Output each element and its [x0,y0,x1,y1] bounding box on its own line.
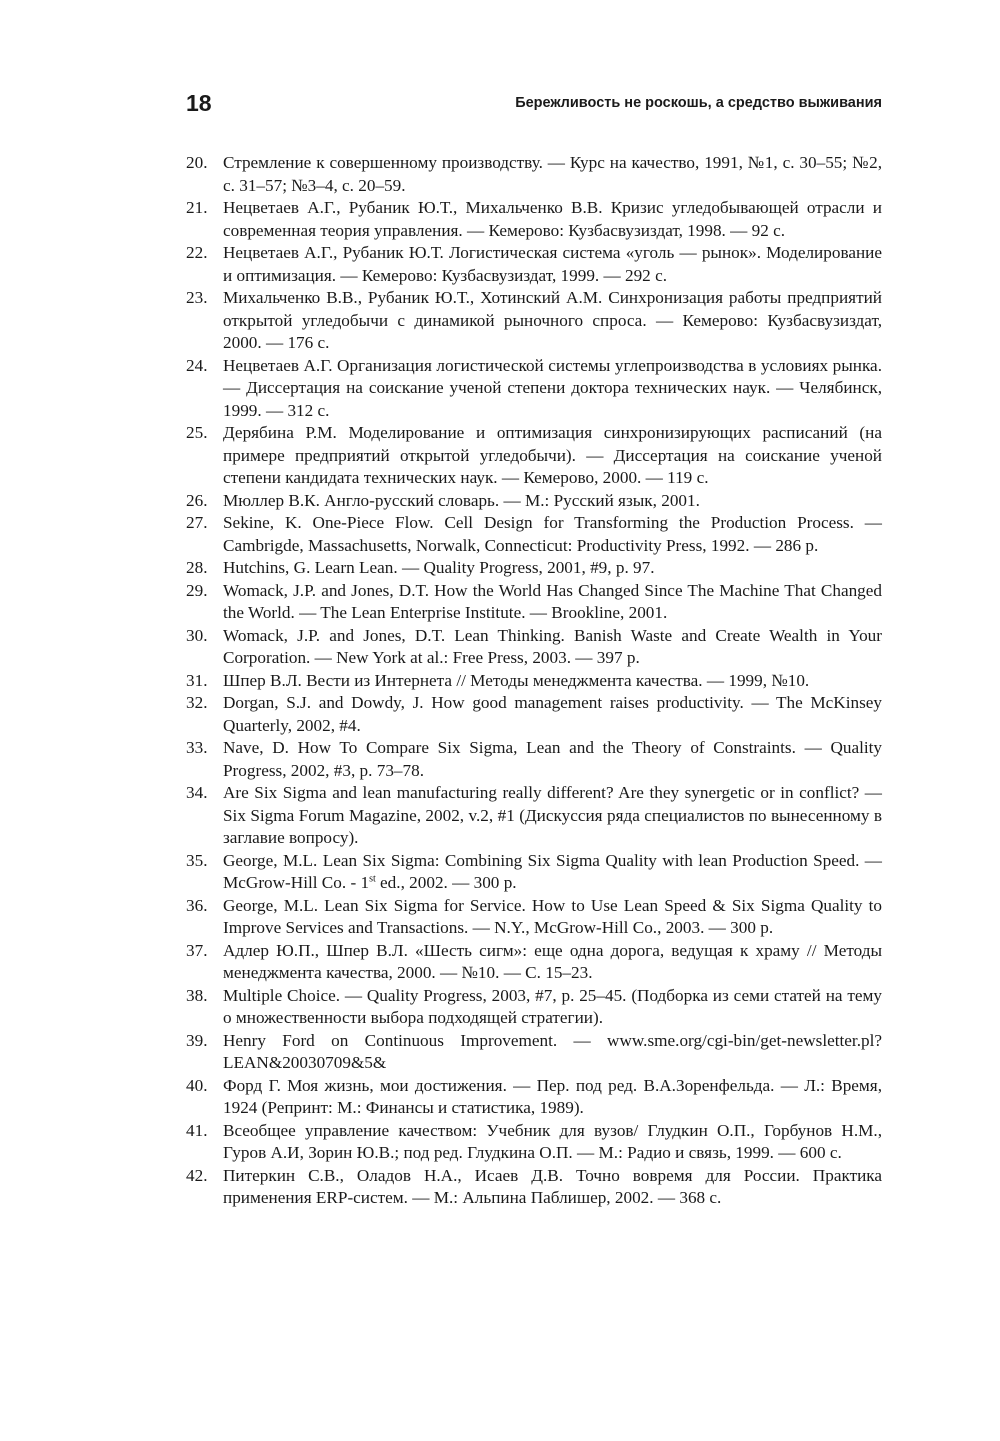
reference-text: Hutchins, G. Learn Lean. — Quality Progress, 2001, #9, p. 97. [223,558,655,577]
reference-number: 20. [186,153,208,172]
reference-text: Нецветаев А.Г., Рубаник Ю.Т. Логистическая система «уголь — рынок». Моделирование и оптимизация. — Кемерово: Кузбасвузиздат, 1999. — 292 с. [223,243,882,285]
reference-text: Womack, J.P. and Jones, D.T. How the World Has Changed Since The Machine That Changed the World. — The Lean Enterprise Institute. — Brookline, 2001. [223,580,882,622]
reference-text-part: ed., 2002. — 300 p. [375,873,517,892]
reference-number: 23. [186,288,208,307]
reference-item [186,692,882,737]
reference-number: 24. [186,355,208,375]
reference-text: Всеобщее управление качеством: Учебник для вузов/ Глудкин О.П., Горбунов Н.М., Гуров А.И, Зорин Ю.В.; под ред. Глудкина О.П. — М.: Радио и связь, 1999. — 600 с. [223,1120,882,1162]
reference-text: Multiple Choice. — Quality Progress, 2003, #7, p. 25–45. (Подборка из семи статей на тему о множественности выбора подходящей стратегии). [223,985,882,1027]
reference-text: Нецветаев А.Г. Организация логистической системы углепроизводства в условиях рынка. — Диссертация на соискание ученой степени доктора технических наук. — Челябинск, 1999. — 312 с. [223,355,882,420]
reference-item [186,287,882,355]
reference-number: 36. [186,895,208,915]
reference-item [186,782,882,850]
reference-number: 39. [186,1030,208,1050]
reference-item [186,197,882,242]
reference-item [186,850,882,895]
reference-number: 22. [186,243,208,262]
reference-item [186,985,882,1030]
reference-text: Dorgan, S.J. and Dowdy, J. How good management raises productivity. — The McKinsey Quarterly, 2002, #4. [223,693,882,735]
reference-number: 41. [186,1120,208,1140]
reference-item [186,940,882,985]
reference-number: 33. [186,738,208,757]
reference-text: Дерябина Р.М. Моделирование и оптимизация синхронизирующих расписаний (на примере предприятий открытой угледобычи). — Диссертация на соискание ученой степени кандидата технических наук. — Кемерово, 2000. — 119 с. [223,423,882,487]
reference-text: Михальченко В.В., Рубаник Ю.Т., Хотинский А.М. Синхронизация работы предприятий открытой угледобычи с динамикой рыночного спроса. — Кемерово: Кузбасвузиздат, 2000. — 176 с. [223,288,882,352]
reference-item [186,670,882,693]
reference-number: 27. [186,513,208,532]
reference-text: Henry Ford on Continuous Improvement. — www.sme.org/cgi-bin/get-newsletter.pl?LEAN&20030709&5& [223,1030,882,1072]
reference-item [186,242,882,287]
reference-item [186,490,882,513]
reference-item [186,512,882,557]
reference-text: Мюллер В.К. Англо-русский словарь. — М.: Русский язык, 2001. [223,490,700,510]
reference-text: Шпер В.Л. Вести из Интернета // Методы менеджмента качества. — 1999, №10. [223,670,810,690]
reference-text-part: George, M.L. Lean Six Sigma: Combining Six Sigma Quality with lean Production Speed. — McGrow-Hill Co. - 1 [223,850,882,892]
reference-item [186,422,882,490]
reference-number: 37. [186,940,208,960]
superscript-ordinal: st [369,873,376,885]
reference-item [186,152,882,197]
reference-number: 31. [186,670,208,690]
reference-item [186,1075,882,1120]
reference-item [186,737,882,782]
reference-text: Нецветаев А.Г., Рубаник Ю.Т., Михальченко В.В. Кризис угледобывающей отрасли и современная теория управления. — Кемерово: Кузбасвузиздат, 1998. — 92 с. [223,198,882,240]
reference-text: Sekine, K. One-Piece Flow. Cell Design for Transforming the Production Process. — Cambrigde, Massachusetts, Norwalk, Connecticut: Productivity Press, 1992. — 286 p. [223,513,882,555]
running-header: Бережливость не роскошь, а средство выживания [515,95,882,111]
reference-number: 34. [186,783,208,802]
reference-number: 25. [186,423,208,442]
reference-number: 42. [186,1165,208,1185]
reference-text: Womack, J.P. and Jones, D.T. Lean Thinking. Banish Waste and Create Wealth in Your Corporation. — New York at al.: Free Press, 2003. — 397 p. [223,625,882,667]
reference-number: 28. [186,558,208,577]
reference-text: Nave, D. How To Compare Six Sigma, Lean and the Theory of Constraints. — Quality Progress, 2002, #3, p. 73–78. [223,738,882,780]
reference-item [186,895,882,940]
reference-item [186,580,882,625]
reference-number: 35. [186,850,208,870]
reference-item [186,1165,882,1210]
reference-text: Питеркин С.В., Оладов Н.А., Исаев Д.В. Точно вовремя для России. Практика применения ERP-систем. — М.: Альпина Паблишер, 2002. — 368 с. [223,1165,882,1207]
reference-number: 30. [186,625,208,645]
reference-number: 38. [186,985,208,1005]
reference-list [186,152,882,1210]
reference-number: 29. [186,580,208,600]
page-number: 18 [186,90,212,116]
reference-item [186,1120,882,1165]
reference-item [186,625,882,670]
reference-item [186,557,882,580]
reference-text: Адлер Ю.П., Шпер В.Л. «Шесть сигм»: еще одна дорога, ведущая к храму // Методы менеджмента качества, 2000. — №10. — С. 15–23. [223,940,882,982]
reference-number: 21. [186,198,208,217]
reference-number: 40. [186,1075,208,1095]
reference-number: 26. [186,490,208,510]
reference-text: Стремление к совершенному производству. — Курс на качество, 1991, №1, с. 30–55; №2, с. 31–57; №3–4, с. 20–59. [223,153,882,195]
reference-item [186,355,882,423]
reference-text: George, M.L. Lean Six Sigma for Service. How to Use Lean Speed & Six Sigma Quality to Improve Services and Transactions. — N.Y., McGrow-Hill Co., 2003. — 300 p. [223,895,882,937]
reference-text [223,851,882,893]
reference-text: Форд Г. Моя жизнь, мои достижения. — Пер. под ред. В.А.Зоренфельда. — Л.: Время, 1924 (Репринт: М.: Финансы и статистика, 1989). [223,1075,882,1117]
reference-item [186,1030,882,1075]
reference-text: Are Six Sigma and lean manufacturing really different? Are they synergetic or in conflict? — Six Sigma Forum Magazine, 2002, v.2, #1 (Дискуссия ряда специалистов по вынесенному в заглавие вопросу). [223,783,882,847]
reference-number: 32. [186,693,208,712]
